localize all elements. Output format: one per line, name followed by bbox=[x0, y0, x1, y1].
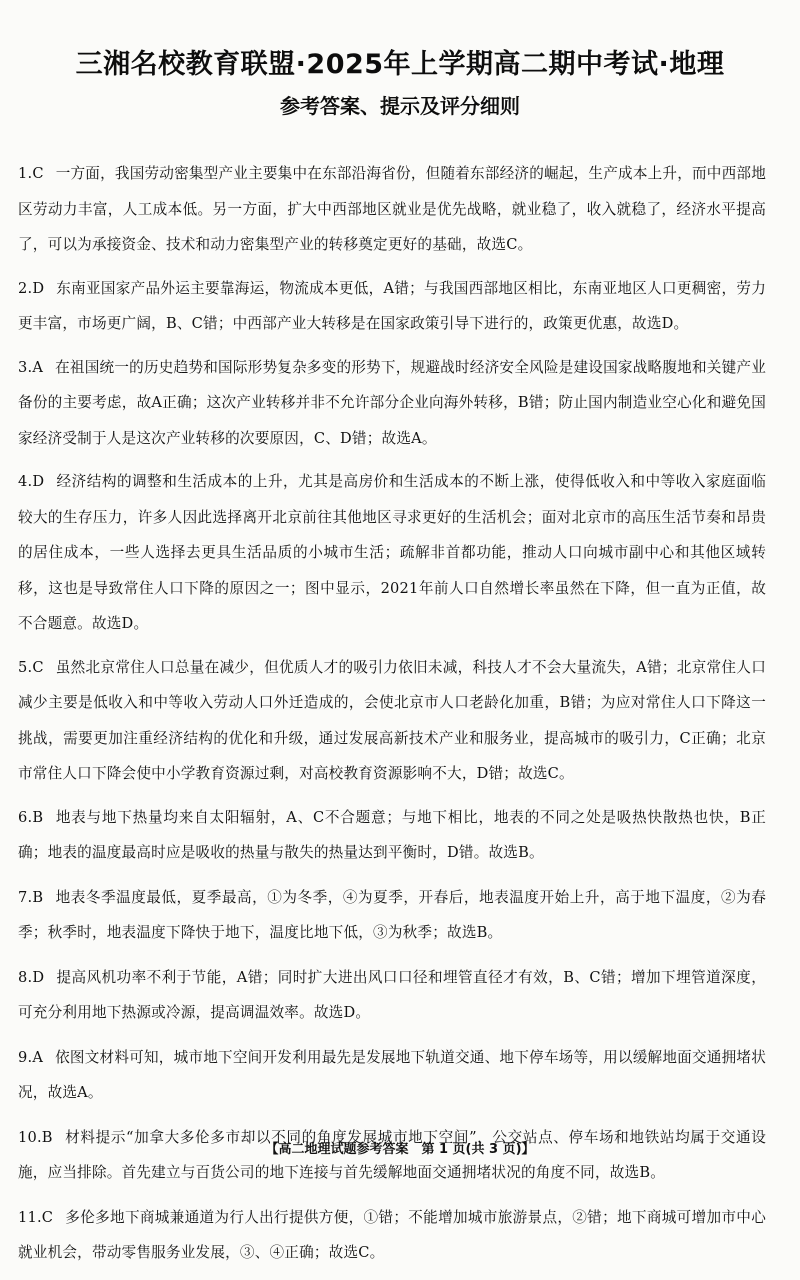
answer-text: 东南亚国家产品外运主要靠海运，物流成本更低，A错；与我国西部地区相比，东南亚地区人口更稠密，劳力更丰富，市场更广阔，B、C错；中西部产业大转移是在国家政策引导下进行的，政策更优惠，故选D。 bbox=[18, 279, 766, 332]
answer-item-2 bbox=[18, 271, 766, 342]
answer-text: 多伦多地下商城兼通道为行人出行提供方便，①错；不能增加城市旅游景点，②错；地下商城可增加市中心就业机会，带动零售服务业发展，③、④正确；故选C。 bbox=[18, 1208, 766, 1261]
answer-item-11 bbox=[18, 1200, 766, 1271]
page-subtitle: 参考答案、提示及评分细则 bbox=[280, 94, 520, 118]
page-footer: 【高二地理试题参考答案 第 1 页(共 3 页)】 bbox=[265, 1142, 535, 1157]
answer-number: 7.B bbox=[18, 888, 44, 906]
answer-text: 虽然北京常住人口总量在减少，但优质人才的吸引力依旧未减，科技人才不会大量流失，A错；北京常住人口减少主要是低收入和中等收入劳动人口外迁造成的，会使北京市人口老龄化加重，B错；为应对常住人口下降这一挑战，需要更加注重经济结构的优化和升级，通过发展高新技术产业和服务业，提高城市的吸引力，C正确；北京市常住人口下降会使中小学教育资源过剩，对高校教育资源影响不大，D错；故选C。 bbox=[18, 658, 766, 782]
answer-text: 材料提示“加拿大多伦多市却以不同的角度发展城市地下空间”，公交站点、停车场和地铁站均属于交通设施，应当排除。首先建立与百货公司的地下连接与首先缓解地面交通拥堵状况的角度不同，故选B。 bbox=[18, 1128, 766, 1181]
answer-text: 经济结构的调整和生活成本的上升，尤其是高房价和生活成本的不断上涨，使得低收入和中等收入家庭面临较大的生存压力，许多人因此选择离开北京前往其他地区寻求更好的生活机会；面对北京市的高压生活节奏和昂贵的居住成本，一些人选择去更具生活品质的小城市生活；疏解非首都功能，推动人口向城市副中心和其他区域转移，这也是导致常住人口下降的原因之一；图中显示，2021年前人口自然增长率虽然在下降，但一直为正值，故不合题意。故选D。 bbox=[18, 473, 766, 632]
answer-text: 地表冬季温度最低，夏季最高，①为冬季，④为夏季，开春后，地表温度开始上升，高于地下温度，②为春季；秋季时，地表温度下降快于地下，温度比地下低，③为秋季；故选B。 bbox=[18, 888, 766, 941]
answer-number: 5.C bbox=[18, 658, 44, 676]
answer-item-6 bbox=[18, 800, 766, 871]
answer-text: 地表与地下热量均来自太阳辐射，A、C不合题意；与地下相比，地表的不同之处是吸热快散热也快，B正确；地表的温度最高时应是吸收的热量与散失的热量达到平衡时，D错。故选B。 bbox=[18, 808, 766, 861]
answer-item-8 bbox=[18, 960, 766, 1031]
answer-number: 11.C bbox=[18, 1208, 54, 1226]
answer-number: 1.C bbox=[18, 165, 44, 182]
answer-number: 4.D bbox=[18, 473, 45, 490]
answer-item-1 bbox=[18, 156, 766, 263]
answer-item-9 bbox=[18, 1040, 766, 1111]
answer-number: 9.A bbox=[18, 1048, 44, 1066]
answer-number: 3.A bbox=[18, 358, 44, 376]
answer-text: 依图文材料可知，城市地下空间开发利用最先是发展地下轨道交通、地下停车场等，用以缓解地面交通拥堵状况，故选A。 bbox=[18, 1048, 766, 1101]
answer-number: 10.B bbox=[18, 1128, 53, 1146]
answer-text: 一方面，我国劳动密集型产业主要集中在东部沿海省份，但随着东部经济的崛起，生产成本上升，而中西部地区劳动力丰富，人工成本低。另一方面，扩大中西部地区就业是优先战略，就业稳了，收入就稳了，经济水平提高了，可以为承接资金、技术和动力密集型产业的转移奠定更好的基础，故选C。 bbox=[18, 165, 766, 253]
answer-list bbox=[18, 156, 766, 1280]
answer-text: 提高风机功率不利于节能，A错；同时扩大进出风口口径和埋管直径才有效，B、C错；增加下埋管道深度，可充分利用地下热源或冷源，提高调温效率。故选D。 bbox=[18, 968, 766, 1021]
page-title: 三湘名校教育联盟·2025年上学期高二期中考试·地理 bbox=[75, 49, 725, 80]
answer-number: 8.D bbox=[18, 968, 45, 986]
answer-number: 6.B bbox=[18, 808, 44, 826]
answer-number: 2.D bbox=[18, 279, 45, 297]
answer-item-4 bbox=[18, 464, 766, 642]
answer-item-3 bbox=[18, 350, 766, 457]
answer-item-5 bbox=[18, 650, 766, 792]
answer-item-7 bbox=[18, 880, 766, 951]
answer-text: 在祖国统一的历史趋势和国际形势复杂多变的形势下，规避战时经济安全风险是建设国家战略腹地和关键产业备份的主要考虑，故A正确；这次产业转移并非不允许部分企业向海外转移，B错；防止国内制造业空心化和避免国家经济受制于人是这次产业转移的次要原因，C、D错；故选A。 bbox=[18, 358, 766, 447]
